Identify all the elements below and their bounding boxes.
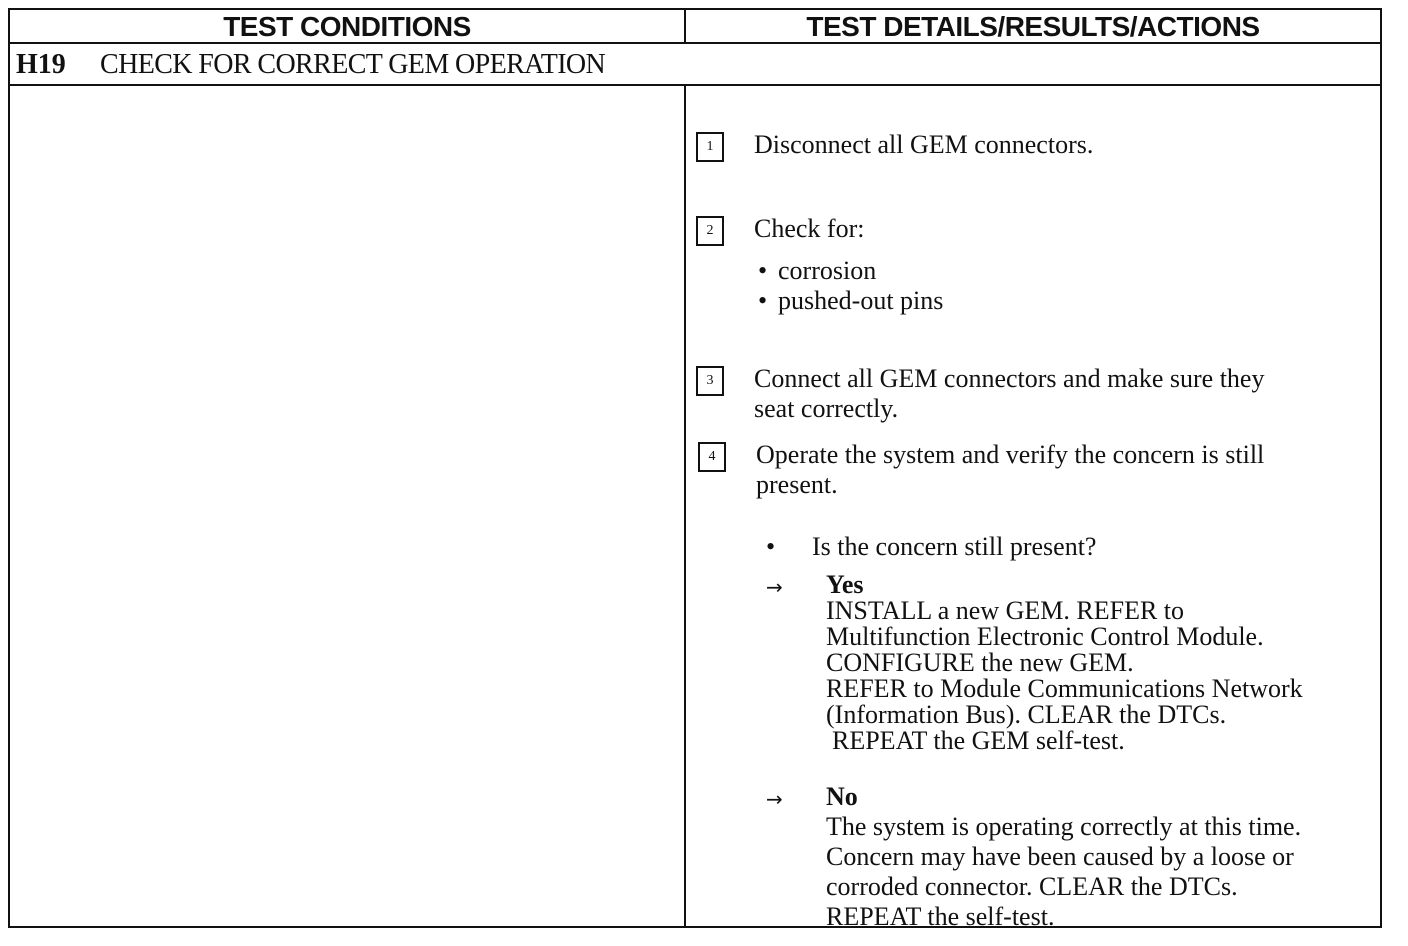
test-conditions-cell xyxy=(10,86,686,926)
step-number-box: 3 xyxy=(696,366,724,396)
list-item: • pushed-out pins xyxy=(758,286,944,315)
step-4-text: Operate the system and verify the concern is still present. xyxy=(756,440,1265,499)
test-table xyxy=(8,8,1382,931)
arrow-right-icon: → xyxy=(766,787,783,811)
step-2-text: Check for: xyxy=(754,214,865,243)
answer-yes-text: INSTALL a new GEM. REFER to Multifunction Electronic Control Module. CONFIGURE the new GEM. REFER to Module Communications Network (Information Bus). CLEAR the DTCs. REPEAT the GEM self-test. xyxy=(826,596,1303,755)
bullet-icon: • xyxy=(758,256,768,285)
header-test-conditions: TEST CONDITIONS xyxy=(10,10,686,44)
answer-yes-label: Yes xyxy=(826,570,864,599)
question: • Is the concern still present? xyxy=(766,532,1097,561)
list-item: • corrosion xyxy=(758,256,877,285)
step-title-row xyxy=(10,44,1380,86)
step-number-box: 4 xyxy=(698,442,726,472)
bullet-icon: • xyxy=(758,286,768,315)
answer-no-label: No xyxy=(826,782,858,811)
step-1-text: Disconnect all GEM connectors. xyxy=(754,130,1094,159)
step-number-box: 1 xyxy=(696,132,724,162)
step-3-text: Connect all GEM connectors and make sure they seat correctly. xyxy=(754,364,1265,423)
step-code: H19 xyxy=(16,49,66,80)
answer-no-text: The system is operating correctly at this time. Concern may have been caused by a loose or corroded connector. CLEAR the DTCs. REPEAT the self-test. xyxy=(826,812,1302,931)
step-number-box: 2 xyxy=(696,216,724,246)
header-test-details: TEST DETAILS/RESULTS/ACTIONS xyxy=(686,10,1380,44)
test-details-cell xyxy=(686,86,1380,931)
bullet-icon: • xyxy=(766,532,776,561)
arrow-right-icon: → xyxy=(766,575,783,599)
step-title: CHECK FOR CORRECT GEM OPERATION xyxy=(100,49,606,80)
